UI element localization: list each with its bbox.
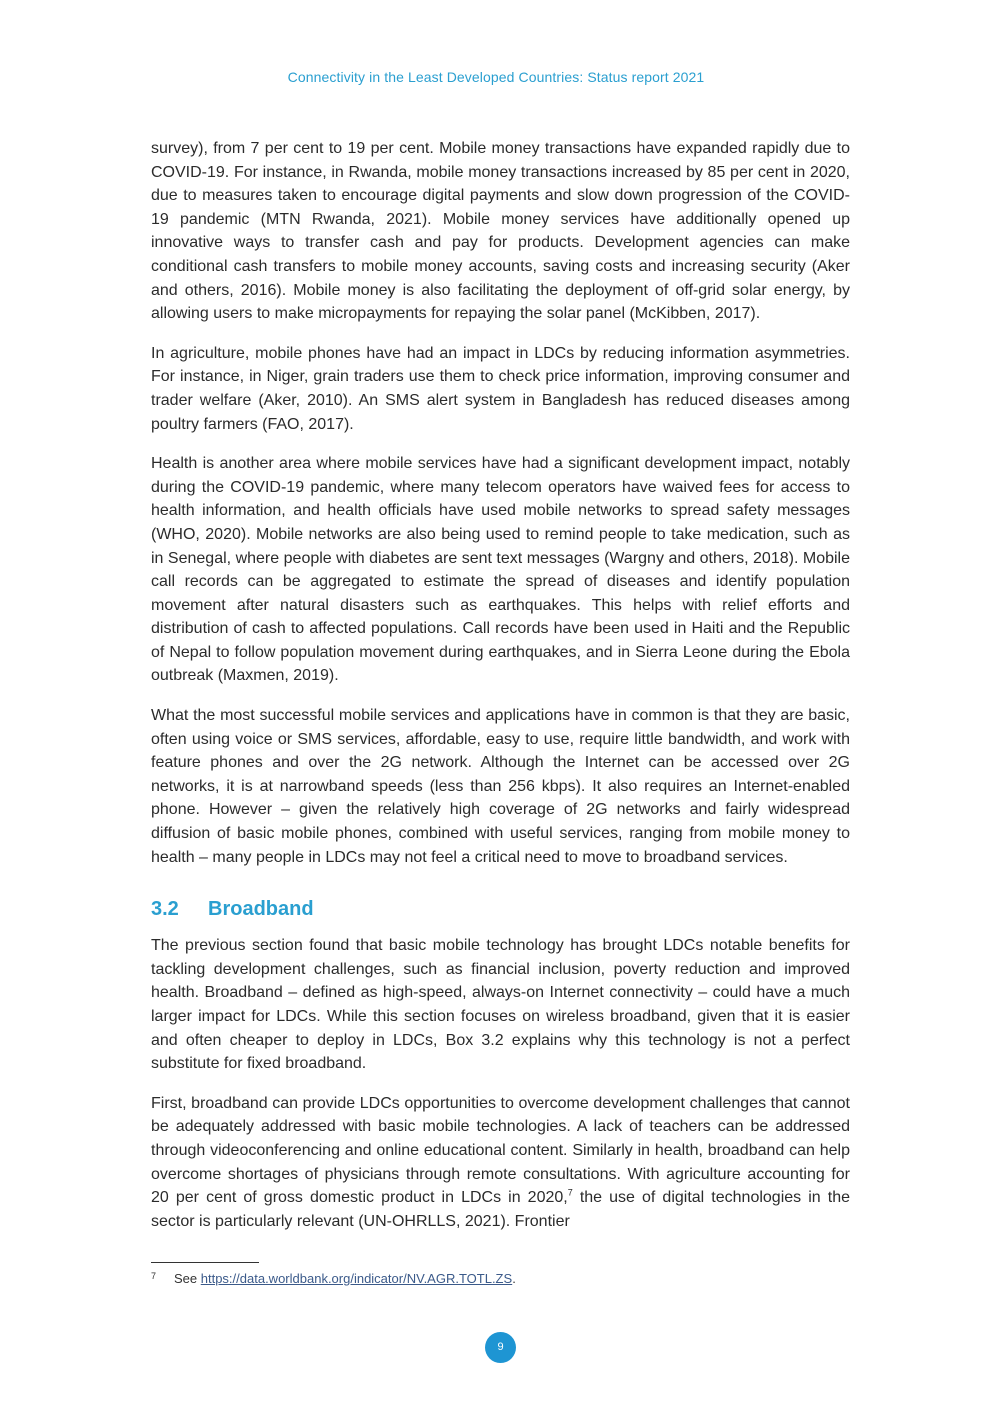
footnote-reference[interactable]: 7 xyxy=(567,1187,573,1198)
paragraph-broadband-intro: The previous section found that basic mobile technology has brought LDCs notable benefits for tackling development challenges, such as financial inclusion, poverty reduction and improved health. Broadband – defined as high-speed, always-on Internet connectivity – could have a much larger impact for LDCs. While this section focuses on wireless broadband, given that it is easier and often cheaper to deploy in LDCs, Box 3.2 explains why this technology is not a perfect substitute for fixed broadband. xyxy=(151,937,850,1073)
section-number: 3.2 xyxy=(151,898,179,921)
footnote-prefix: See xyxy=(174,1271,201,1286)
footnote xyxy=(151,1271,516,1286)
page-body xyxy=(151,137,850,1249)
paragraph-successful-services: What the most successful mobile services and applications have in common is that they are basic, often using voice or SMS services, affordable, easy to use, require little bandwidth, and work with feature phones and over the 2G network. Although the Internet can be accessed over 2G networks, it is at narrowband speeds (less than 256 kbps). It also requires an Internet-enabled phone. However – given the relatively high coverage of 2G networks and fairly widespread diffusion of basic mobile phones, combined with useful services, ranging from mobile money to health – many people in LDCs may not feel a critical need to move to broadband services. xyxy=(151,707,850,866)
page-number-badge: 9 xyxy=(485,1332,516,1363)
footnote-suffix: . xyxy=(512,1271,516,1286)
footnote-number: 7 xyxy=(151,1271,157,1281)
footnote-divider xyxy=(151,1262,259,1263)
paragraph-broadband-opportunities xyxy=(151,1092,850,1234)
section-title: Broadband xyxy=(208,898,314,921)
paragraph-text: the use of digital technologies in the sector is particularly relevant (UN-OHRLLS, 2021). Frontier xyxy=(151,1189,851,1230)
paragraph-text: First, broadband can provide LDCs opportunities to overcome development challenges that cannot be adequately addressed with basic mobile technologies. A lack of teachers can be addressed through videoconferencing and online educational content. Similarly in health, broadband can help overcome shortages of physicians through remote consultations. With agriculture accounting for 20 per cent of gross domestic product in LDCs in 2020, xyxy=(151,1094,850,1207)
section-heading xyxy=(151,896,850,922)
paragraph-agriculture: In agriculture, mobile phones have had an impact in LDCs by reducing information asymmetries. For instance, in Niger, grain traders use them to check price information, improving consumer and trader welfare (Aker, 2010). An SMS alert system in Bangladesh has reduced diseases among poultry farmers (FAO, 2017). xyxy=(151,344,850,433)
paragraph-health: Health is another area where mobile services have had a significant development impact, notably during the COVID-19 pandemic, where many telecom operators have waived fees for access to health information, and health officials have used mobile networks to spread safety messages (WHO, 2020). Mobile networks are also being used to remind people to take medication, such as in Senegal, where people with diabetes are sent text messages (Wargny and others, 2018). Mobile call records can be aggregated to estimate the spread of diseases and identify population movement after natural disasters such as earthquakes. This helps with relief efforts and distribution of cash to affected populations. Call records have been used in Haiti and the Republic of Nepal to follow population movement during earthquakes, and in Sierra Leone during the Ebola outbreak (Maxmen, 2019). xyxy=(151,455,850,685)
paragraph-mobile-money: survey), from 7 per cent to 19 per cent. Mobile money transactions have expanded rapidly due to COVID-19. For instance, in Rwanda, mobile money transactions increased by 85 per cent in 2020, due to measures taken to encourage digital payments and slow down progression of the COVID-19 pandemic (MTN Rwanda, 2021). Mobile money services have additionally opened up innovative ways to transfer cash and pay for products. Development agencies can make conditional cash transfers to mobile money accounts, saving costs and increasing security (Aker and others, 2016). Mobile money is also facilitating the deployment of off-grid solar energy, by allowing users to make micropayments for repaying the solar panel (McKibben, 2017). xyxy=(151,140,850,323)
footnote-link[interactable]: https://data.worldbank.org/indicator/NV.AGR.TOTL.ZS xyxy=(200,1271,513,1286)
running-header: Connectivity in the Least Developed Countries: Status report 2021 xyxy=(287,69,705,85)
